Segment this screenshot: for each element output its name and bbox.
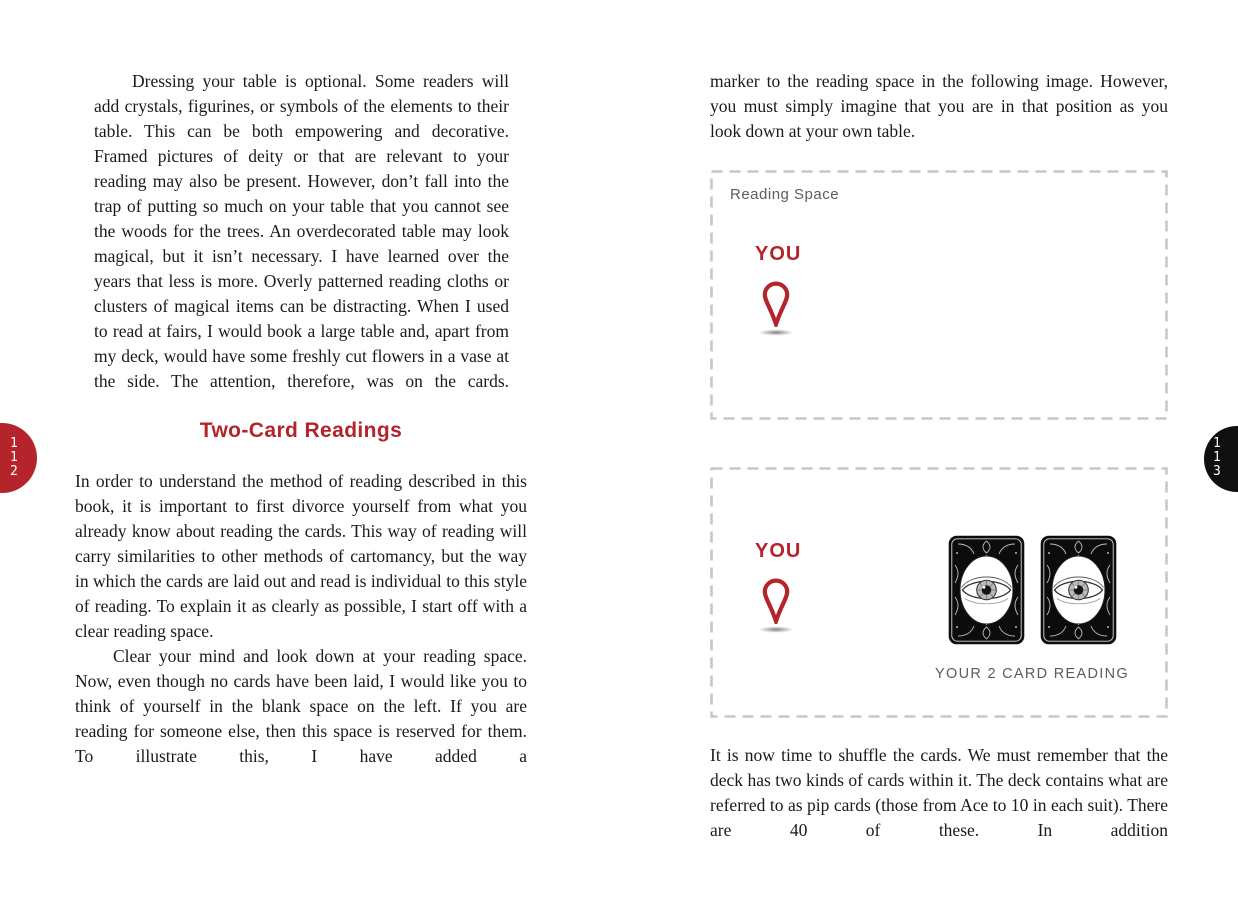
page-number-badge-112 bbox=[0, 423, 37, 493]
pin-shadow bbox=[757, 329, 795, 336]
pin-shadow bbox=[757, 626, 795, 633]
section-heading: Two-Card Readings bbox=[199, 419, 403, 442]
two-card-layout bbox=[948, 535, 1117, 645]
left-paragraph-2: In order to understand the method of reading described in this book, it is important to first divorce yourself from what you already know about reading the cards. This way of reading will carry similarities to other methods of cartomancy, but the way in which the cards are laid out and read is individual to this style of reading. To explain it as clearly as possible, I start off with a clear reading space. bbox=[75, 471, 527, 641]
left-paragraph-3: Clear your mind and look down at your reading space. Now, even though no cards have been laid, I would like you to think of yourself in the blank space on the left. If you are reading for someone else, then this space is reserved for them. To illustrate this, I have added a bbox=[75, 646, 527, 766]
right-paragraph-bottom: It is now time to shuffle the cards. We must remember that the deck has two kinds of cards within it. The deck contains what are referred to as pip cards (those from Ace to 10 in each suit). There are 40 of these. In addition bbox=[710, 745, 1168, 840]
you-label: YOU bbox=[755, 540, 802, 562]
left-paragraph-1: Dressing your table is optional. Some readers will add crystals, figurines, or symbols of the elements to their table. This can be both empowering and decorative. Framed pictures of deity or that are relevant to your reading may also be present. However, don’t fall into the trap of putting so much on your table that you cannot see the woods for the trees. An overdecorated table may look magical, but it isn’t necessary. I have learned over the years that less is more. Overly patterned reading cloths or clusters of magical items can be distracting. When I used to read at fairs, I would book a large table and, apart from my deck, would have some freshly cut flowers in a vase at the side. The attention, therefore, was on the cards. bbox=[94, 71, 509, 391]
two-card-caption: YOUR 2 CARD READING bbox=[935, 666, 1129, 682]
card-back-eye-icon bbox=[948, 535, 1025, 645]
page-number: 1 1 3 bbox=[1213, 436, 1221, 479]
left-page bbox=[75, 69, 527, 769]
right-page-bottom bbox=[710, 743, 1168, 843]
page-number-badge-113 bbox=[1204, 426, 1238, 492]
reading-space-label: Reading Space bbox=[730, 186, 840, 203]
right-page-top bbox=[710, 69, 1168, 144]
reading-space-diagram-cards bbox=[710, 467, 1168, 718]
right-paragraph-top: marker to the reading space in the following image. However, you must simply imagine that you are in that position as you look down at your own table. bbox=[710, 71, 1168, 141]
page-number: 1 1 2 bbox=[10, 436, 18, 479]
location-pin-icon bbox=[762, 281, 790, 327]
reading-space-diagram-empty bbox=[710, 170, 1168, 420]
location-pin-icon bbox=[762, 578, 790, 624]
card-back-eye-icon bbox=[1040, 535, 1117, 645]
you-label: YOU bbox=[755, 243, 802, 265]
